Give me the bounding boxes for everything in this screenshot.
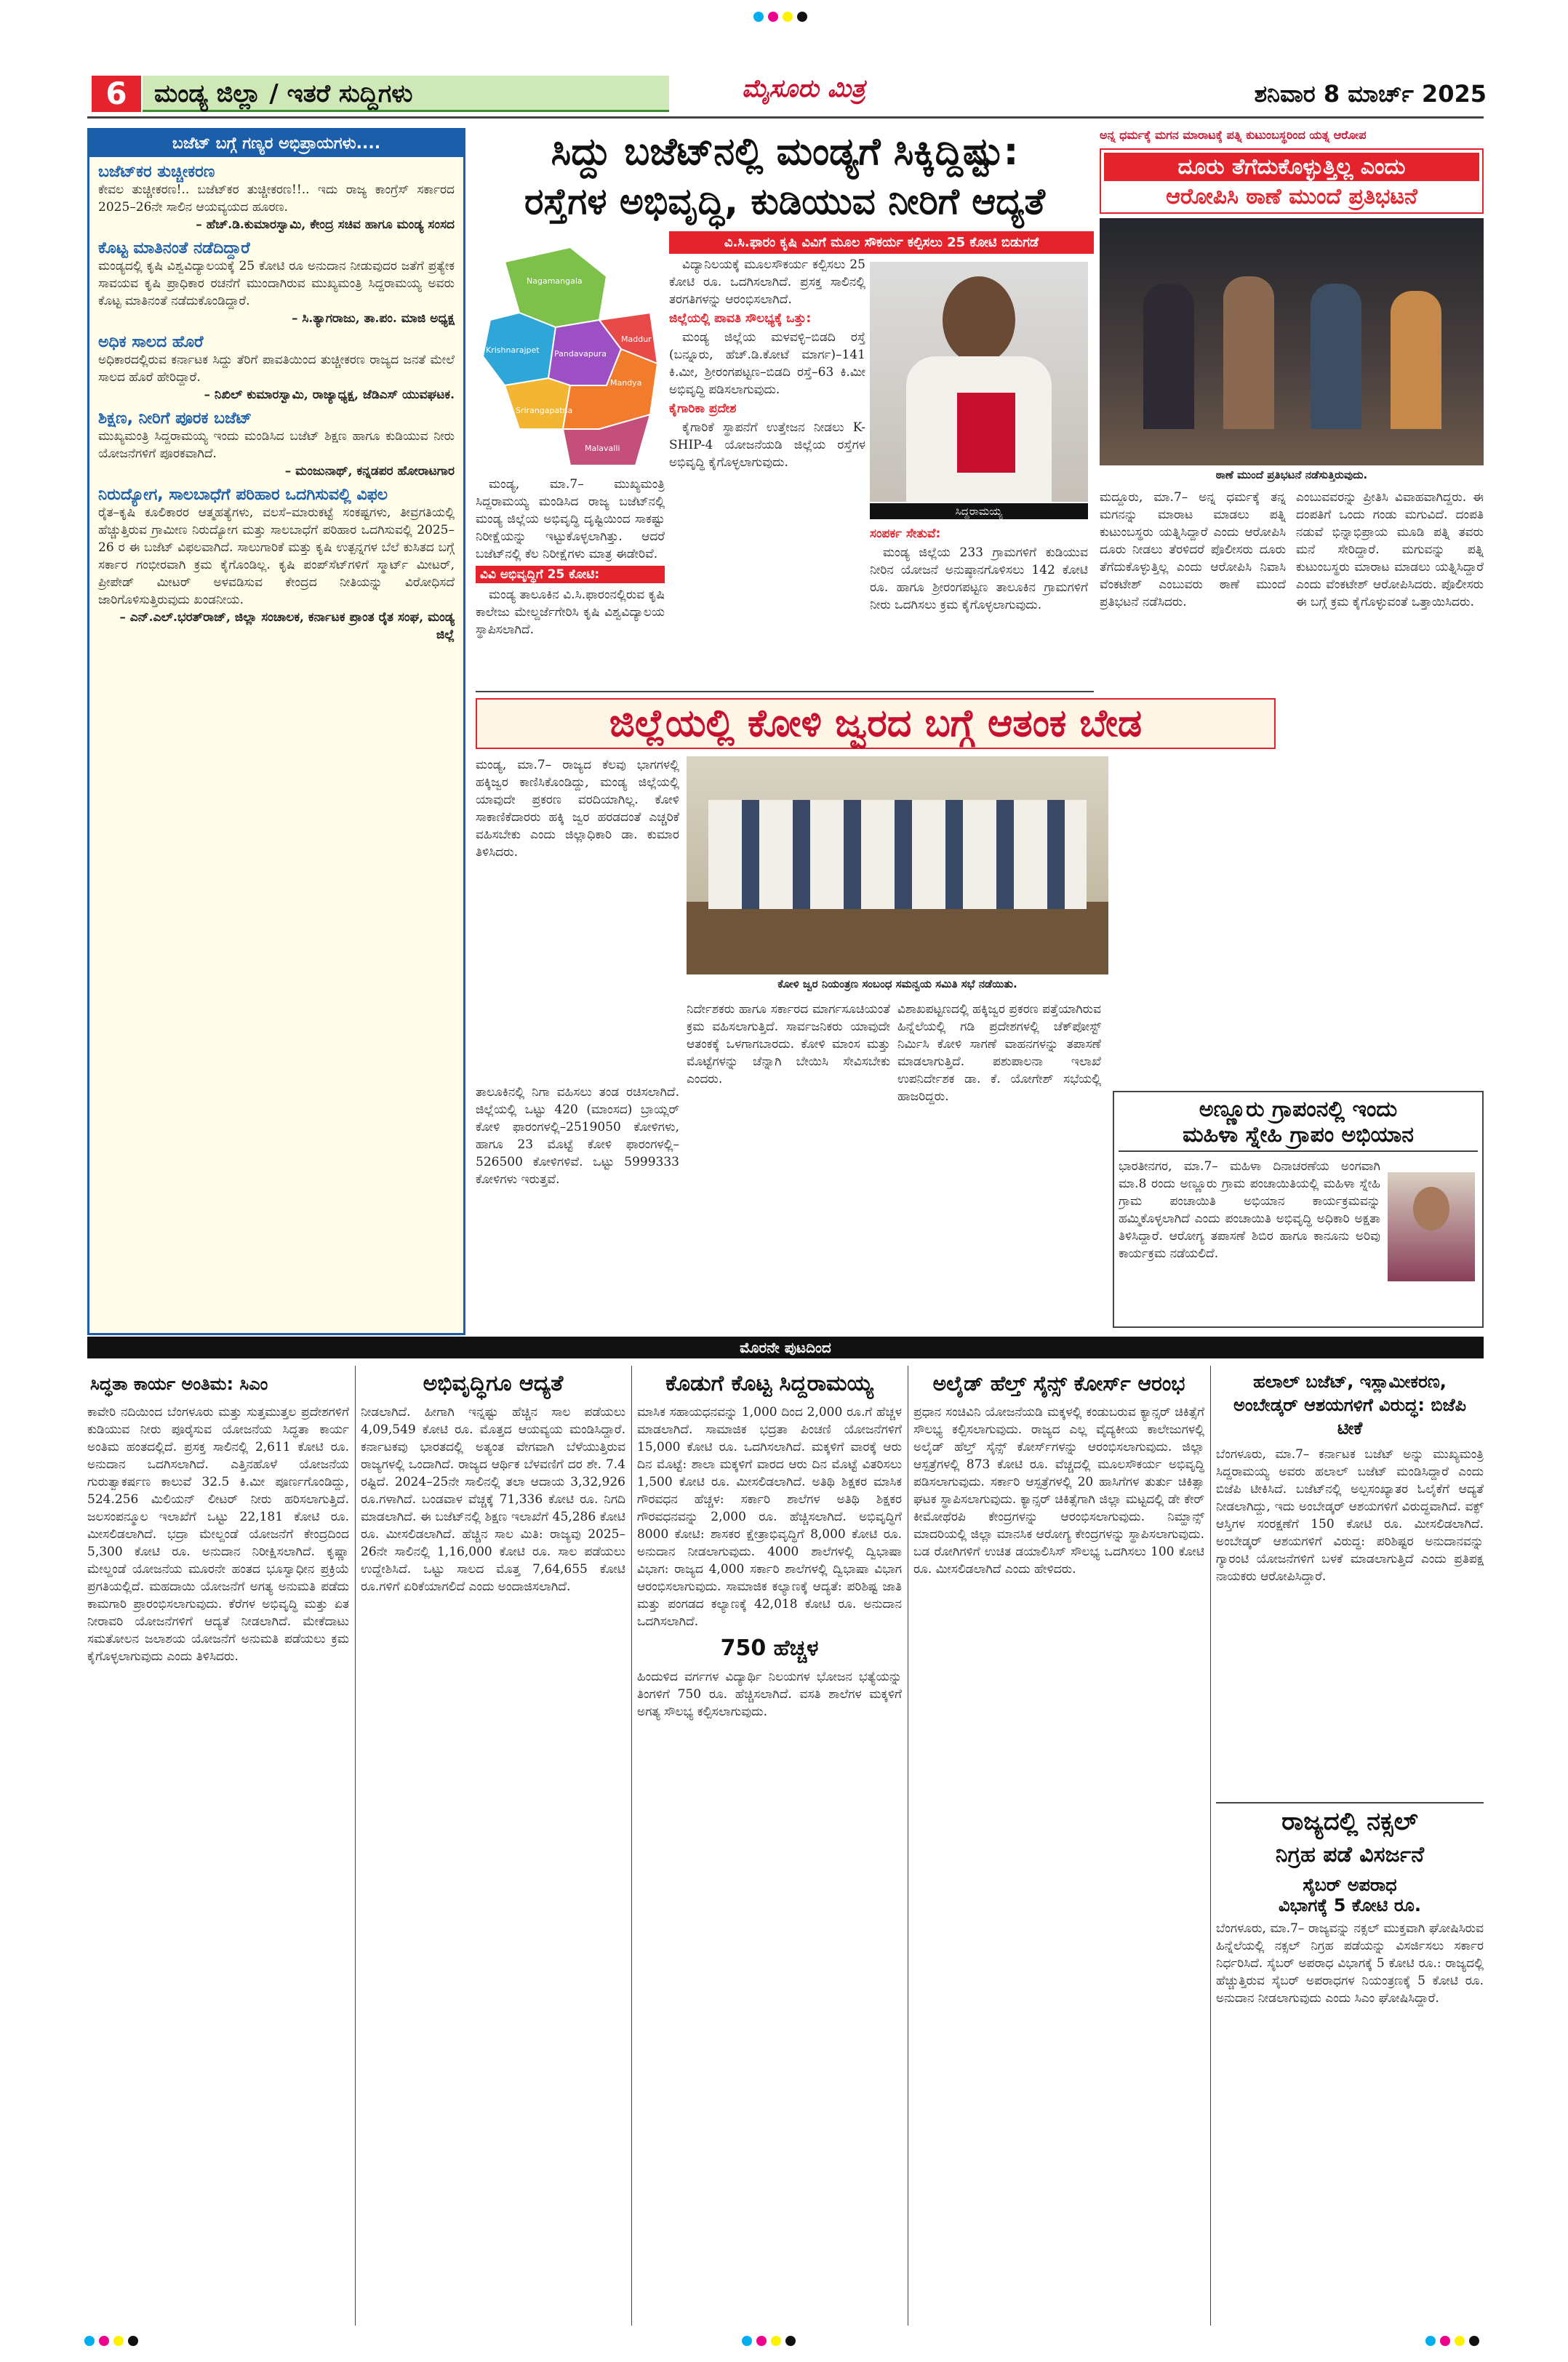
opinion-box bbox=[87, 128, 465, 1335]
bottom-col-2 bbox=[361, 1366, 625, 2326]
map-label: Srirangapatna bbox=[516, 406, 573, 415]
lead-body-col2 bbox=[669, 256, 865, 474]
woman-face bbox=[1413, 1187, 1449, 1230]
col4-headline: ಅಲೈಡ್ ಹೆಲ್ತ್ ಸೈನ್ಸ್ ಕೋರ್ಸ್ ಆರಂಭ bbox=[932, 1372, 1185, 1396]
opinion-signature: – ಸಿ.ತ್ಯಾಗರಾಜು, ತಾ.ಪಂ. ಮಾಜಿ ಅಧ್ಯಕ್ಷ bbox=[291, 311, 455, 326]
registration-marks-top bbox=[753, 12, 807, 22]
cm-photo bbox=[870, 262, 1088, 502]
lead-headline-2: ರಸ್ತೆಗಳ ಅಭಿವೃದ್ಧಿ, ಕುಡಿಯುವ ನೀರಿಗೆ ಆದ್ಯತೆ bbox=[524, 180, 1045, 223]
opinion-head: ಅಧಿಕ ಸಾಲದ ಹೊರೆ bbox=[98, 333, 204, 351]
map-label: Mandya bbox=[610, 378, 642, 388]
opinion-item bbox=[98, 333, 455, 404]
lead-paragraph: ಮಂಡ್ಯ ತಾಲೂಕಿನ ವಿ.ಸಿ.ಫಾರಂನಲ್ಲಿರುವ ಕೃಷಿ ಕಾಲೇಜು ಮೇಲ್ದರ್ಜೆಗೇರಿಸಿ ಕೃಷಿ ವಿಶ್ವವಿದ್ಯಾಲಯ ಸ್ಥಾಪಿಸಲಾಗಿದೆ. bbox=[476, 588, 665, 637]
opinion-head: ನಿರುದ್ಯೋಗ, ಸಾಲಬಾಧೆಗೆ ಪರಿಹಾರ ಒದಗಿಸುವಲ್ಲಿ ವಿಫಲ bbox=[98, 486, 388, 504]
col-divider bbox=[631, 1366, 632, 2326]
lead-paragraph: ವಿದ್ಯಾನಿಲಯಕ್ಕೆ ಮೂಲಸೌಕರ್ಯ ಕಲ್ಪಿಸಲು 25 ಕೋಟಿ ರೂ. ಒದಗಿಸಲಾಗಿದೆ. ಪ್ರಸಕ್ತ ಸಾಲಿನಲ್ಲಿ ತರಗತಿಗಳನ್ನು ಆರಂಭಿಸಲಾಗಿದೆ. bbox=[669, 257, 865, 307]
women-box bbox=[1113, 1091, 1484, 1328]
col3-body-2: ಹಿಂದುಳಿದ ವರ್ಗಗಳ ವಿದ್ಯಾರ್ಥಿ ನಿಲಯಗಳ ಭೋಜನ ಭತ್ಯೆಯನ್ನು ತಿಂಗಳಿಗೆ 750 ರೂ. ಹೆಚ್ಚಿಸಲಾಗಿದೆ. ವಸತಿ ಶಾಲೆಗಳ ಮಕ್ಕಳಿಗೆ ಅಗತ್ಯ ಸೌಲಭ್ಯ ಕಲ್ಪಿಸಲಾಗುವುದು. bbox=[637, 1670, 902, 1719]
protester-figure bbox=[1143, 284, 1194, 429]
registration-marks-bottom-center bbox=[742, 2336, 796, 2346]
lead-bottom-rule bbox=[476, 691, 1094, 692]
map-label: Nagamangala bbox=[527, 276, 583, 286]
lead-subhead-1: ವಿವಿ ಅಭಿವೃದ್ಧಿಗೆ 25 ಕೋಟಿ: bbox=[476, 566, 665, 583]
map-label: Maddur bbox=[621, 335, 652, 344]
header-rule bbox=[87, 116, 1484, 119]
lead-body-col3 bbox=[870, 524, 1088, 617]
col5b-subhead-1: ಸೈಬರ್ ಅಪರಾಧ bbox=[1303, 1875, 1397, 1895]
cm-photo-caption: ಸಿದ್ದರಾಮಯ್ಯ bbox=[870, 503, 1088, 519]
birdflu-body-col2: ತಾಲೂಕಿನಲ್ಲಿ ನಿಗಾ ವಹಿಸಲು ತಂಡ ರಚಿಸಲಾಗಿದೆ. ಜಿಲ್ಲೆಯಲ್ಲಿ ಒಟ್ಟು 420 (ಮಾಂಸದ) ಬ್ರಾಯ್ಲರ್ ಕೋಳಿ ಫಾರಂಗಳಲ್ಲಿ–2519050 ಕೋಳಿಗಳು, ಹಾಗೂ 23 ಮೊಟ್ಟೆ ಕೋಳಿ ಫಾರಂಗಳಲ್ಲಿ–526500 ಕೋಳಿಗಳಿವೆ. ಒಟ್ಟು 5999333 ಕೋಳಿಗಳು ಇರುತ್ತವೆ. bbox=[476, 1085, 679, 1187]
birdflu-photo-caption: ಕೋಳಿ ಜ್ವರ ನಿಯಂತ್ರಣ ಸಂಬಂಧ ಸಮನ್ವಯ ಸಮಿತಿ ಸಭೆ ನಡೆಯಿತು. bbox=[777, 977, 1017, 990]
col-divider bbox=[1210, 1366, 1211, 2326]
birdflu-photo bbox=[687, 756, 1108, 974]
lead-body-col1 bbox=[476, 476, 665, 641]
women-headline-1: ಅಣ್ಣೂರು ಗ್ರಾಪಂನಲ್ಲಿ ಇಂದು bbox=[1199, 1097, 1398, 1122]
birdflu-body-col1: ಮಂಡ್ಯ, ಮಾ.7– ರಾಜ್ಯದ ಕೆಲವು ಭಾಗಗಳಲ್ಲಿ ಹಕ್ಕಿಜ್ವರ ಕಾಣಿಸಿಕೊಂಡಿದ್ದು, ಮಂಡ್ಯ ಜಿಲ್ಲೆಯಲ್ಲಿ ಯಾವುದೇ ಪ್ರಕರಣ ವರದಿಯಾಗಿಲ್ಲ. ಕೋಳಿ ಸಾಕಾಣಿಕೆದಾರರು ಹಕ್ಕಿ ಜ್ವರ ಹರಡದಂತೆ ಎಚ್ಚರಿಕೆ ವಹಿಸಬೇಕು ಎಂದು ಜಿಲ್ಲಾಧಿಕಾರಿ ಡಾ. ಕುಮಾರ ತಿಳಿಸಿದರು. bbox=[476, 758, 679, 860]
bottom-col-3 bbox=[637, 1366, 902, 2326]
protest-body-col2: ಎಂಬುವವರನ್ನು ಪ್ರೀತಿಸಿ ವಿವಾಹವಾಗಿದ್ದರು. ಈ ದಂಪತಿಗೆ ಒಂದು ಗಂಡು ಮಗುವಿದೆ. ದಂಪತಿ ನಡುವೆ ಭಿನ್ನಾಭಿಪ್ರಾಯ ಮೂಡಿ ಪತ್ನಿ ತವರು ಮನೆ ಸೇರಿದ್ದಾರೆ. ಮಗುವನ್ನು ಪತ್ನಿ ಕುಟುಂಬಸ್ಥರು ಮಾರಾಟ ಮಾಡಲು ಯತ್ನಿಸಿದ್ದಾರೆ ಎಂದು ವೆಂಕಟೇಶ್ ಆರೋಪಿಸಿದರು. ಪೊಲೀಸರು ಈ ಬಗ್ಗೆ ಕ್ರಮ ಕೈಗೊಳ್ಳುವಂತೆ ಒತ್ತಾಯಿಸಿದರು. bbox=[1296, 490, 1484, 609]
birdflu-body-col4: ವಿಶಾಖಪಟ್ಟಣದಲ್ಲಿ ಹಕ್ಕಿಜ್ವರ ಪ್ರಕರಣ ಪತ್ತೆಯಾಗಿರುವ ಹಿನ್ನೆಲೆಯಲ್ಲಿ ಗಡಿ ಪ್ರದೇಶಗಳಲ್ಲಿ ಚೆಕ್‌ಪೋಸ್ಟ್ ನಿರ್ಮಿಸಿ ಕೋಳಿ ಸಾಗಣೆ ವಾಹನಗಳನ್ನು ತಪಾಸಣೆ ಮಾಡಲಾಗುತ್ತಿದೆ. ಪಶುಪಾಲನಾ ಇಲಾಖೆ ಉಪನಿರ್ದೇಶಕ ಡಾ. ಕೆ. ಯೋಗೇಶ್ ಸಭೆಯಲ್ಲಿ ಹಾಜರಿದ್ದರು. bbox=[897, 1002, 1101, 1104]
lead-paragraph: ಮಂಡ್ಯ ಜಿಲ್ಲೆಯ 233 ಗ್ರಾಮಗಳಿಗೆ ಕುಡಿಯುವ ನೀರಿನ ಯೋಜನೆ ಅನುಷ್ಠಾನಗೊಳಿಸಲು 142 ಕೋಟಿ ರೂ. ಹಾಗೂ ಶ್ರೀರಂಗಪಟ್ಟಣ ತಾಲೂಕಿನ ಗ್ರಾಮಗಳಿಗೆ ನೀರು ಒದಗಿಸಲು ಕ್ರಮ ಕೈಗೊಳ್ಳಲಾಗುವುದು. bbox=[870, 545, 1088, 612]
opinion-body: ಕೇವಲ ತುಚ್ಚೀಕರಣ!.. ಬಜೆಟ್‌ಕರ ತುಚ್ಚೀಕರಣ!!.. ಇದು ರಾಜ್ಯ ಕಾಂಗ್ರೆಸ್ ಸರ್ಕಾರದ 2025–26ನೇ ಸಾಲಿನ ಆಯವ್ಯಯದ ಹೂರಣ. bbox=[98, 183, 455, 215]
lead-subhead-4: ಸಂಪರ್ಕ ಸೇತುವೆ: bbox=[870, 527, 941, 541]
women-body: ಭಾರತೀನಗರ, ಮಾ.7– ಮಹಿಳಾ ದಿನಾಚರಣೆಯ ಅಂಗವಾಗಿ ಮಾ.8 ರಂದು ಅಣ್ಣೂರು ಗ್ರಾಮ ಪಂಚಾಯಿತಿಯಲ್ಲಿ ಮಹಿಳಾ ಸ್ನೇಹಿ ಗ್ರಾಮ ಪಂಚಾಯಿತಿ ಅಭಿಯಾನ ಕಾರ್ಯಕ್ರಮವನ್ನು ಹಮ್ಮಿಕೊಳ್ಳಲಾಗಿದೆ ಎಂದು ಪಂಚಾಯಿತಿ ಅಭಿವೃದ್ಧಿ ಅಧಿಕಾರಿ ಅಕ್ಷತಾ ತಿಳಿಸಿದ್ದಾರೆ. ಆರೋಗ್ಯ ತಪಾಸಣೆ ಶಿಬಿರ ಹಾಗೂ ಕಾನೂನು ಅರಿವು ಕಾರ್ಯಕ್ರಮ ನಡೆಯಲಿದೆ. bbox=[1119, 1159, 1380, 1261]
opinion-signature: – ಹೆಚ್.ಡಿ.ಕುಮಾರಸ್ವಾಮಿ, ಕೇಂದ್ರ ಸಚಿವ ಹಾಗೂ ಮಂಡ್ಯ ಸಂಸದ bbox=[196, 217, 455, 232]
col3-body: ಮಾಸಿಕ ಸಹಾಯಧನವನ್ನು 1,000 ದಿಂದ 2,000 ರೂ.ಗೆ ಹೆಚ್ಚಳ ಮಾಡಲಾಗಿದೆ. ಸಾಮಾಜಿಕ ಭದ್ರತಾ ಪಿಂಚಣಿ ಯೋಜನೆಗಳಿಗೆ 15,000 ಕೋಟಿ ರೂ. ಒದಗಿಸಲಾಗಿದೆ. ಮಕ್ಕಳಿಗೆ ವಾರಕ್ಕೆ ಆರು ದಿನ ಮೊಟ್ಟೆ: ಶಾಲಾ ಮಕ್ಕಳಿಗೆ ವಾರದ ಆರು ದಿನ ಮೊಟ್ಟೆ ವಿತರಿಸಲು 1,500 ಕೋಟಿ ರೂ. ಮೀಸಲಿಡಲಾಗಿದೆ. ಅತಿಥಿ ಶಿಕ್ಷಕರ ಮಾಸಿಕ ಗೌರವಧನ ಹೆಚ್ಚಳ: ಸರ್ಕಾರಿ ಶಾಲೆಗಳ ಅತಿಥಿ ಶಿಕ್ಷಕರ ಗೌರವಧನವನ್ನು 2,000 ರೂ. ಹೆಚ್ಚಿಸಲಾಗಿದೆ. ಅಭಿವೃದ್ಧಿಗೆ 8000 ಕೋಟಿ: ಶಾಸಕರ ಕ್ಷೇತ್ರಾಭಿವೃದ್ಧಿಗೆ 8,000 ಕೋಟಿ ರೂ. ಅನುದಾನ ನೀಡಲಾಗುವುದು. 4000 ಶಾಲೆಗಳಲ್ಲಿ ದ್ವಿಭಾಷಾ ವಿಭಾಗ: ರಾಜ್ಯದ 4,000 ಸರ್ಕಾರಿ ಶಾಲೆಗಳಲ್ಲಿ ದ್ವಿಭಾಷಾ ವಿಭಾಗ ಆರಂಭಿಸಲಾಗುವುದು. ಸಾಮಾಜಿಕ ಕಲ್ಯಾಣಕ್ಕೆ ಆದ್ಯತೆ: ಪರಿಶಿಷ್ಟ ಜಾತಿ ಮತ್ತು ಪಂಗಡದ ಕಲ್ಯಾಣಕ್ಕೆ 42,018 ಕೋಟಿ ರೂ. ಅನುದಾನ ಒದಗಿಸಲಾಗಿದೆ. bbox=[637, 1405, 902, 1629]
birdflu-headline: ಜಿಲ್ಲೆಯಲ್ಲಿ ಕೋಳಿ ಜ್ವರದ ಬಗ್ಗೆ ಆತಂಕ ಬೇಡ bbox=[476, 698, 1276, 749]
col5b-headline-1: ರಾಜ್ಯದಲ್ಲಿ ನಕ್ಸಲ್ bbox=[1216, 1802, 1484, 1841]
col5b-headline-2: ನಿಗ್ರಹ ಪಡೆ ವಿಸರ್ಜನೆ bbox=[1275, 1842, 1425, 1867]
opinion-signature: – ಮಂಜುನಾಥ್, ಕನ್ನಡಪರ ಹೋರಾಟಗಾರ bbox=[284, 464, 455, 479]
protest-headline-2: ಆರೋಪಿಸಿ ಠಾಣೆ ಮುಂದೆ ಪ್ರತಿಭಟನೆ bbox=[1166, 184, 1417, 209]
meeting-table bbox=[687, 902, 1108, 974]
col2-body: ನೀಡಲಾಗಿದೆ. ಹೀಗಾಗಿ ಇನ್ನಷ್ಟು ಹೆಚ್ಚಿನ ಸಾಲ ಪಡೆಯಲು 4,09,549 ಕೋಟಿ ರೂ. ಮೊತ್ತದ ಆಯವ್ಯಯ ಮಂಡಿಸಿದ್ದಾರೆ. ಕರ್ನಾಟಕವು ಭಾರತದಲ್ಲಿ ಅತ್ಯಂತ ವೇಗವಾಗಿ ಬೆಳೆಯುತ್ತಿರುವ ರಾಜ್ಯಗಳಲ್ಲಿ ಒಂದಾಗಿದೆ. ರಾಜ್ಯದ ಆರ್ಥಿಕ ಬೆಳವಣಿಗೆ ದರ ಶೇ. 7.4 ರಷ್ಟಿದೆ. 2024–25ನೇ ಸಾಲಿನಲ್ಲಿ ತಲಾ ಆದಾಯ 3,32,926 ರೂ.ಗಳಾಗಿದೆ. ಬಂಡವಾಳ ವೆಚ್ಚಕ್ಕೆ 71,336 ಕೋಟಿ ರೂ. ನಿಗದಿ ಮಾಡಲಾಗಿದೆ. ಈ ಬಜೆಟ್‌ನಲ್ಲಿ ಶಿಕ್ಷಣ ಇಲಾಖೆಗೆ 45,286 ಕೋಟಿ ರೂ. ಮೀಸಲಿಡಲಾಗಿದೆ. ಹೆಚ್ಚಿನ ಸಾಲ ಮಿತಿ: ರಾಜ್ಯವು 2025–26ನೇ ಸಾಲಿನಲ್ಲಿ 1,16,000 ಕೋಟಿ ರೂ. ಸಾಲ ಪಡೆಯಲು ಉದ್ದೇಶಿಸಿದೆ. ಒಟ್ಟು ಸಾಲದ ಮೊತ್ತ 7,64,655 ಕೋಟಿ ರೂ.ಗಳಿಗೆ ಏರಿಕೆಯಾಗಲಿದೆ ಎಂದು ಅಂದಾಜಿಸಲಾಗಿದೆ. bbox=[361, 1405, 625, 1594]
officials-row bbox=[708, 800, 1087, 909]
col-divider bbox=[355, 1366, 356, 2326]
protester-figure bbox=[1223, 276, 1274, 429]
cm-head bbox=[943, 276, 1015, 364]
col5a-body: ಬೆಂಗಳೂರು, ಮಾ.7– ಕರ್ನಾಟಕ ಬಜೆಟ್ ಅನ್ನು ಮುಖ್ಯಮಂತ್ರಿ ಸಿದ್ದರಾಮಯ್ಯ ಅವರು ಹಲಾಲ್ ಬಜೆಟ್ ಮಂಡಿಸಿದ್ದಾರೆ ಎಂದು ಬಿಜೆಪಿ ಟೀಕಿಸಿದೆ. ಬಜೆಟ್‌ನಲ್ಲಿ ಅಲ್ಪಸಂಖ್ಯಾತರ ಓಲೈಕೆಗೆ ಆದ್ಯತೆ ನೀಡಲಾಗಿದ್ದು, ಇದು ಅಂಬೇಡ್ಕರ್ ಆಶಯಗಳಿಗೆ ವಿರುದ್ಧವಾಗಿದೆ. ವಕ್ಫ್ ಆಸ್ತಿಗಳ ಸಂರಕ್ಷಣೆಗೆ 150 ಕೋಟಿ ರೂ. ಮೀಸಲಿಡಲಾಗಿದೆ. ಅಂಬೇಡ್ಕರ್ ಆಶಯಗಳಿಗೆ ವಿರುದ್ಧ: ಪರಿಶಿಷ್ಟರ ಅನುದಾನವನ್ನು ಗ್ಯಾರಂಟಿ ಯೋಜನೆಗಳಿಗೆ ಬಳಕೆ ಮಾಡಲಾಗುತ್ತಿದೆ ಎಂದು ಪ್ರತಿಪಕ್ಷ ನಾಯಕರು ಆರೋಪಿಸಿದ್ದಾರೆ. bbox=[1216, 1447, 1484, 1584]
woman-photo bbox=[1388, 1172, 1475, 1281]
opinion-item bbox=[98, 163, 455, 233]
budget-book bbox=[957, 393, 1015, 473]
protester-figure bbox=[1391, 291, 1441, 429]
masthead: ಮೈಸೂರು ಮಿತ್ರ bbox=[742, 74, 865, 103]
protest-body-col1: ಮದ್ದೂರು, ಮಾ.7– ಅನ್ನ ಧರ್ಮಕ್ಕೆ ತನ್ನ ಮಗನನ್ನು ಮಾರಾಟ ಮಾಡಲು ಪತ್ನಿ ಕುಟುಂಬಸ್ಥರು ಯತ್ನಿಸಿದ್ದಾರೆ ಎಂದು ಆರೋಪಿಸಿ ದೂರು ನೀಡಲು ತೆರಳಿದರೆ ಪೊಲೀಸರು ದೂರು ತೆಗೆದುಕೊಳ್ಳುತ್ತಿಲ್ಲ ಎಂದು ಆರೋಪಿಸಿ ನಿವಾಸಿ ವೆಂಕಟೇಶ್ ಎಂಬುವರು ಠಾಣೆ ಮುಂದೆ ಪ್ರತಿಭಟನೆ ನಡೆಸಿದರು. bbox=[1100, 490, 1286, 609]
map-label: Pandavapura bbox=[554, 349, 607, 359]
protest-photo-caption: ಠಾಣೆ ಮುಂದೆ ಪ್ರತಿಭಟನೆ ನಡೆಸುತ್ತಿರುವುದು. bbox=[1215, 468, 1368, 481]
protest-headline-box bbox=[1100, 148, 1484, 214]
opinion-body: ಅಧಿಕಾರದಲ್ಲಿರುವ ಕರ್ನಾಟಕ ಸಿದ್ದು ತೆರಿಗೆ ಪಾವತಿಯಿಂದ ತುಚ್ಚೀಕರಣ ರಾಜ್ಯದ ಜನತೆ ಮೇಲೆ ಸಾಲದ ಹೊರೆ ಹೇರಿದ್ದಾರೆ. bbox=[98, 353, 455, 385]
col2-headline: ಅಭಿವೃದ್ಧಿಗೂ ಆದ್ಯತೆ bbox=[423, 1371, 564, 1396]
opinion-body: ಮಂಡ್ಯದಲ್ಲಿ ಕೃಷಿ ವಿಶ್ವವಿದ್ಯಾಲಯಕ್ಕೆ 25 ಕೋಟಿ ರೂ ಅನುದಾನ ನೀಡುವುದರ ಜತೆಗೆ ಪ್ರತ್ಯೇಕ ಸಾವಯವ ಕೃಷಿ ಪ್ರಾಧಿಕಾರ ರಚನೆಗೆ ಮುಂದಾಗಿರುವ ಮುಖ್ಯಮಂತ್ರಿ ಸಿದ್ದರಾಮಯ್ಯ ಅವರು ಕೊಟ್ಟ ಮಾತಿನಂತೆ ನಡೆದುಕೊಂಡಿದ್ದಾರೆ. bbox=[98, 259, 455, 308]
page-number: 6 bbox=[92, 76, 141, 112]
bottom-col-4 bbox=[913, 1366, 1204, 2326]
opinion-head: ಶಿಕ್ಷಣ, ನೀರಿಗೆ ಪೂರಕ ಬಜೆಟ್ bbox=[98, 409, 252, 428]
women-headline-2: ಮಹಿಳಾ ಸ್ನೇಹಿ ಗ್ರಾಪಂ ಅಭಿಯಾನ bbox=[1119, 1122, 1478, 1152]
lead-paragraph: ಮಂಡ್ಯ, ಮಾ.7– ಮುಖ್ಯಮಂತ್ರಿ ಸಿದ್ದರಾಮಯ್ಯ ಮಂಡಿಸಿದ ರಾಜ್ಯ ಬಜೆಟ್‌ನಲ್ಲಿ ಮಂಡ್ಯ ಜಿಲ್ಲೆಯ ಅಭಿವೃದ್ಧಿ ದೃಷ್ಟಿಯಿಂದ ಸಾಕಷ್ಟು ನಿರೀಕ್ಷೆಯನ್ನು ಇಟ್ಟುಕೊಳ್ಳಲಾಗಿತ್ತು. ಆದರೆ ಬಜೆಟ್‌ನಲ್ಲಿ ಕೆಲ ನಿರೀಕ್ಷೆಗಳು ಮಾತ್ರ ಈಡೇರಿವೆ. bbox=[476, 477, 665, 561]
map-label: Krishnarajpet bbox=[486, 345, 540, 355]
col1-headline: ಸಿದ್ಧತಾ ಕಾರ್ಯ ಅಂತಿಮ: ಸಿಎಂ bbox=[90, 1374, 268, 1394]
registration-marks-bottom-right bbox=[1425, 2336, 1479, 2346]
lead-subhead: ವಿ.ಸಿ.ಫಾರಂ ಕೃಷಿ ವಿವಿಗೆ ಮೂಲ ಸೌಕರ್ಯ ಕಲ್ಪಿಸಲು 25 ಕೋಟಿ ಬಿಡುಗಡೆ bbox=[669, 231, 1094, 254]
col3-headline: ಕೊಡುಗೆ ಕೊಟ್ಟ ಸಿದ್ದರಾಮಯ್ಯ bbox=[665, 1371, 873, 1396]
opinion-body: ರೈತ–ಕೃಷಿ ಕೂಲಿಕಾರರ ಆತ್ಮಹತ್ಯೆಗಳು, ವಲಸೆ–ಮಾರುಕಟ್ಟೆ ಸಂಕಷ್ಟಗಳು, ತೀವ್ರಗತಿಯಲ್ಲಿ ಹೆಚ್ಚುತ್ತಿರುವ ಗ್ರಾಮೀಣ ನಿರುದ್ಯೋಗ ಮತ್ತು ಸಾಲಬಾಧೆಗೆ ಪರಿಹಾರ ಒದಗಿಸುವಲ್ಲಿ 2025–26 ರ ಈ ಬಜೆಟ್ ವಿಫಲವಾಗಿದೆ. ಸಾಲುಗಾರಿಕೆ ಮತ್ತು ಕೃಷಿ ಉತ್ಪನ್ನಗಳ ಬೆಲೆ ಕುಸಿತದ ಬಗ್ಗೆ ಸರ್ಕಾರ ಗಂಭೀರವಾಗಿ ಕ್ರಮ ಕೈಗೊಂಡಿಲ್ಲ. ಕೃಷಿ ಪಂಪ್‌ಸೆಟ್‌ಗಳಿಗೆ ಸ್ಮಾರ್ಟ್ ಮೀಟರ್, ಪ್ರೀಪೇಡ್ ಮೀಟರ್ ಅಳವಡಿಸುವ ಕೇಂದ್ರದ ನೀತಿಯನ್ನು ವಿರೋಧಿಸದೆ ಜಾರಿಗೊಳಿಸುತ್ತಿರುವುದು ಖಂಡನೀಯ. bbox=[98, 505, 455, 607]
protester-figure bbox=[1311, 284, 1361, 429]
district-map bbox=[476, 233, 665, 473]
lead-headline-1: ಸಿದ್ದು ಬಜೆಟ್‌ನಲ್ಲಿ ಮಂಡ್ಯಗೆ ಸಿಕ್ಕಿದ್ದಿಷ್ಟು: bbox=[551, 130, 1019, 174]
opinion-signature: – ಎನ್.ಎಲ್.ಭರತ್‌ರಾಜ್, ಜಿಲ್ಲಾ ಸಂಚಾಲಕ, ಕರ್ನಾಟಕ ಪ್ರಾಂತ ರೈತ ಸಂಘ, ಮಂಡ್ಯ ಜಿಲ್ಲೆ bbox=[119, 610, 455, 642]
section-title: ಮಂಡ್ಯ ಜಿಲ್ಲಾ / ಇತರೆ ಸುದ್ದಿಗಳು bbox=[143, 76, 669, 112]
continued-band bbox=[87, 1337, 1484, 1358]
col5b-body: ಬೆಂಗಳೂರು, ಮಾ.7– ರಾಜ್ಯವನ್ನು ನಕ್ಸಲ್ ಮುಕ್ತವಾಗಿ ಘೋಷಿಸಿರುವ ಹಿನ್ನೆಲೆಯಲ್ಲಿ ನಕ್ಸಲ್ ನಿಗ್ರಹ ಪಡೆಯನ್ನು ವಿಸರ್ಜಿಸಲು ಸರ್ಕಾರ ನಿರ್ಧರಿಸಿದೆ. ಸೈಬರ್ ಅಪರಾಧ ವಿಭಾಗಕ್ಕೆ 5 ಕೋಟಿ ರೂ.: ರಾಜ್ಯದಲ್ಲಿ ಹೆಚ್ಚುತ್ತಿರುವ ಸೈಬರ್ ಅಪರಾಧಗಳ ನಿಯಂತ್ರಣಕ್ಕೆ 5 ಕೋಟಿ ರೂ. ಅನುದಾನ ನೀಡಲಾಗುವುದು ಎಂದು ಸಿಎಂ ಘೋಷಿಸಿದ್ದಾರೆ. bbox=[1216, 1921, 1484, 2006]
opinion-body: ಮುಖ್ಯಮಂತ್ರಿ ಸಿದ್ದರಾಮಯ್ಯ ಇಂದು ಮಂಡಿಸಿದ ಬಜೆಟ್ ಶಿಕ್ಷಣ ಹಾಗೂ ಕುಡಿಯುವ ನೀರು ಯೋಜನೆಗಳಿಗೆ ಪೂರಕವಾಗಿದೆ. bbox=[98, 429, 455, 461]
bottom-col-1 bbox=[87, 1366, 349, 2326]
lead-subhead-2: ಜಿಲ್ಲೆಯಲ್ಲಿ ಪಾವತಿ ಸೌಲಭ್ಯಕ್ಕೆ ಒತ್ತು: bbox=[669, 311, 812, 326]
opinion-head: ಬಜೆಟ್‌ಕರ ತುಚ್ಚೀಕರಣ bbox=[98, 163, 215, 181]
opinion-signature: – ನಿಖಿಲ್ ಕುಮಾರಸ್ವಾಮಿ, ರಾಜ್ಯಾಧ್ಯಕ್ಷ, ಜೆಡಿಎಸ್ ಯುವಘಟಕ. bbox=[204, 388, 455, 402]
col1-body: ಕಾವೇರಿ ನದಿಯಿಂದ ಬೆಂಗಳೂರು ಮತ್ತು ಸುತ್ತಮುತ್ತಲ ಪ್ರದೇಶಗಳಿಗೆ ಕುಡಿಯುವ ನೀರು ಪೂರೈಸುವ ಯೋಜನೆಯ ಸಿದ್ಧತಾ ಕಾರ್ಯ ಅಂತಿಮ ಹಂತದಲ್ಲಿದೆ. ಪ್ರಸಕ್ತ ಸಾಲಿನಲ್ಲಿ 2,611 ಕೋಟಿ ರೂ. ಅನುದಾನ ಒದಗಿಸಲಾಗಿದೆ. ಎತ್ತಿನಹೊಳೆ ಯೋಜನೆಯ ಗುರುತ್ವಾಕರ್ಷಣ ಕಾಲುವೆ 32.5 ಕಿ.ಮೀ ಪೂರ್ಣಗೊಂಡಿದ್ದು, 524.256 ಮಿಲಿಯನ್ ಲೀಟರ್ ನೀರು ಹರಿಸಲಾಗುತ್ತಿದೆ. ಜಲಸಂಪನ್ಮೂಲ ಇಲಾಖೆಗೆ ಒಟ್ಟು 22,181 ಕೋಟಿ ರೂ. ಮೀಸಲಿಡಲಾಗಿದೆ. ಭದ್ರಾ ಮೇಲ್ದಂಡೆ ಯೋಜನೆಗೆ ಕೇಂದ್ರದಿಂದ 5,300 ಕೋಟಿ ರೂ. ಅನುದಾನ ನಿರೀಕ್ಷಿಸಲಾಗಿದೆ. ಕೃಷ್ಣಾ ಮೇಲ್ದಂಡೆ ಯೋಜನೆಯ ಮೂರನೇ ಹಂತದ ಭೂಸ್ವಾಧೀನ ಪ್ರಕ್ರಿಯೆ ಪ್ರಗತಿಯಲ್ಲಿದೆ. ಮಹದಾಯಿ ಯೋಜನೆಗೆ ಅಗತ್ಯ ಅನುಮತಿ ಪಡೆದು ಕಾಮಗಾರಿ ಪ್ರಾರಂಭಿಸಲಾಗುವುದು. ಕೆರೆಗಳ ಅಭಿವೃದ್ಧಿ ಮತ್ತು ಏತ ನೀರಾವರಿ ಯೋಜನೆಗಳಿಗೆ ಆದ್ಯತೆ ನೀಡಲಾಗಿದೆ. ಮೇಕೆದಾಟು ಸಮತೋಲನ ಜಲಾಶಯ ಯೋಜನೆಗೆ ಅನುಮತಿ ಪಡೆಯಲು ಕ್ರಮ ಕೈಗೊಳ್ಳಲಾಗುವುದು ಎಂದು ತಿಳಿಸಿದರು. bbox=[87, 1405, 349, 1664]
birdflu-body-col3: ನಿರ್ದೇಶಕರು ಹಾಗೂ ಸರ್ಕಾರದ ಮಾರ್ಗಸೂಚಿಯಂತೆ ಕ್ರಮ ವಹಿಸಲಾಗುತ್ತಿದೆ. ಸಾರ್ವಜನಿಕರು ಯಾವುದೇ ಆತಂಕಕ್ಕೆ ಒಳಗಾಗಬಾರದು. ಕೋಳಿ ಮಾಂಸ ಮತ್ತು ಮೊಟ್ಟೆಗಳನ್ನು ಚೆನ್ನಾಗಿ ಬೇಯಿಸಿ ಸೇವಿಸಬೇಕು ಎಂದರು. bbox=[687, 1002, 890, 1086]
opinion-head: ಕೊಟ್ಟ ಮಾತಿನಂತೆ ನಡೆದಿದ್ದಾರೆ bbox=[98, 239, 250, 257]
lead-paragraph: ಮಂಡ್ಯ ಜಿಲ್ಲೆಯ ಮಳವಳ್ಳಿ–ಬಿಡದಿ ರಸ್ತೆ (ಬನ್ನೂರು, ಹೆಚ್.ಡಿ.ಕೋಟೆ ಮಾರ್ಗ)–141 ಕಿ.ಮೀ, ಶ್ರೀರಂಗಪಟ್ಟಣ–ಬಿಡದಿ ರಸ್ತೆ–63 ಕಿ.ಮೀ ಅಭಿವೃದ್ಧಿ ಪಡಿಸಲಾಗುವುದು. bbox=[669, 330, 865, 397]
protest-headline-1: ದೂರು ತೆಗೆದುಕೊಳ್ಳುತ್ತಿಲ್ಲ ಎಂದು bbox=[1104, 153, 1479, 181]
col5b-subhead-2: ವಿಭಾಗಕ್ಕೆ 5 ಕೋಟಿ ರೂ. bbox=[1279, 1895, 1421, 1915]
bottom-col-5 bbox=[1216, 1366, 1484, 2326]
opinion-item bbox=[98, 239, 455, 327]
protest-kicker: ಅನ್ನ ಧರ್ಮಕ್ಕೆ ಮಗನ ಮಾರಾಟಕ್ಕೆ ಪತ್ನಿ ಕುಟುಂಬಸ್ಥರಿಂದ ಯತ್ನ ಆರೋಪ bbox=[1100, 128, 1367, 142]
col5a-headline: ಹಲಾಲ್ ಬಜೆಟ್, ಇಸ್ಲಾಮೀಕರಣ, ಅಂಬೇಡ್ಕರ್ ಆಶಯಗಳಿಗೆ ವಿರುದ್ಧ: ಬಿಜೆಪಿ ಟೀಕೆ bbox=[1233, 1372, 1466, 1438]
map-label: Malavalli bbox=[585, 444, 620, 453]
opinion-box-title: ಬಜೆಟ್ ಬಗ್ಗೆ ಗಣ್ಯರ ಅಭಿಪ್ರಾಯಗಳು.... bbox=[89, 130, 463, 157]
protest-photo bbox=[1100, 218, 1484, 465]
col4-body: ಪ್ರಧಾನ ಸಂಚಿವಿನಿ ಯೋಜನೆಯಡಿ ಮಕ್ಕಳಲ್ಲಿ ಕಂಡುಬರುವ ಕ್ಯಾನ್ಸರ್ ಚಿಕಿತ್ಸೆಗೆ ಸೌಲಭ್ಯ ಕಲ್ಪಿಸಲಾಗುವುದು. ರಾಜ್ಯದ ಎಲ್ಲ ವೈದ್ಯಕೀಯ ಕಾಲೇಜುಗಳಲ್ಲಿ ಅಲೈಡ್ ಹೆಲ್ತ್ ಸೈನ್ಸ್ ಕೋರ್ಸ್‌ಗಳನ್ನು ಆರಂಭಿಸಲಾಗುವುದು. ಜಿಲ್ಲಾ ಆಸ್ಪತ್ರೆಗಳಲ್ಲಿ 873 ಕೋಟಿ ರೂ. ವೆಚ್ಚದಲ್ಲಿ ಮೂಲಸೌಕರ್ಯ ಅಭಿವೃದ್ಧಿ ಪಡಿಸಲಾಗುವುದು. ಸರ್ಕಾರಿ ಆಸ್ಪತ್ರೆಗಳಲ್ಲಿ 20 ಹಾಸಿಗೆಗಳ ತುರ್ತು ಚಿಕಿತ್ಸಾ ಘಟಕ ಸ್ಥಾಪಿಸಲಾಗುವುದು. ಕ್ಯಾನ್ಸರ್ ಚಿಕಿತ್ಸೆಗಾಗಿ ಜಿಲ್ಲಾ ಮಟ್ಟದಲ್ಲಿ ಡೇ ಕೇರ್ ಕೀಮೋಥೆರಪಿ ಕೇಂದ್ರಗಳನ್ನು ಆರಂಭಿಸಲಾಗುವುದು. ನಿಮ್ಹಾನ್ಸ್ ಮಾದರಿಯಲ್ಲಿ ಜಿಲ್ಲಾ ಮಾನಸಿಕ ಆರೋಗ್ಯ ಕೇಂದ್ರಗಳನ್ನು ಸ್ಥಾಪಿಸಲಾಗುವುದು. ಬಡ ರೋಗಿಗಳಿಗೆ ಉಚಿತ ಡಯಾಲಿಸಿಸ್ ಸೌಲಭ್ಯ ಒದಗಿಸಲು 100 ಕೋಟಿ ರೂ. ಮೀಸಲಿಡಲಾಗಿದೆ ಎಂದು ಹೇಳಿದರು. bbox=[913, 1405, 1204, 1577]
issue-date: ಶನಿವಾರ 8 ಮಾರ್ಚ್ 2025 bbox=[1254, 80, 1487, 108]
lead-paragraph: ಕೈಗಾರಿಕೆ ಸ್ಥಾಪನೆಗೆ ಉತ್ತೇಜನ ನೀಡಲು K-SHIP-4 ಯೋಜನೆಯಡಿ ಜಿಲ್ಲೆಯ ರಸ್ತೆಗಳ ಅಭಿವೃದ್ಧಿ ಕೈಗೊಳ್ಳಲಾಗುವುದು. bbox=[669, 420, 865, 470]
opinion-item bbox=[98, 409, 455, 480]
lead-subhead-3: ಕೈಗಾರಿಕಾ ಪ್ರದೇಶ bbox=[669, 401, 737, 416]
registration-marks-bottom-left bbox=[84, 2336, 138, 2346]
opinion-item bbox=[98, 486, 455, 644]
col3-subhead: 750 ಹೆಚ್ಚಳ bbox=[720, 1636, 819, 1661]
continued-label: ಮೊರನೇ ಪುಟದಿಂದ bbox=[740, 1339, 831, 1356]
